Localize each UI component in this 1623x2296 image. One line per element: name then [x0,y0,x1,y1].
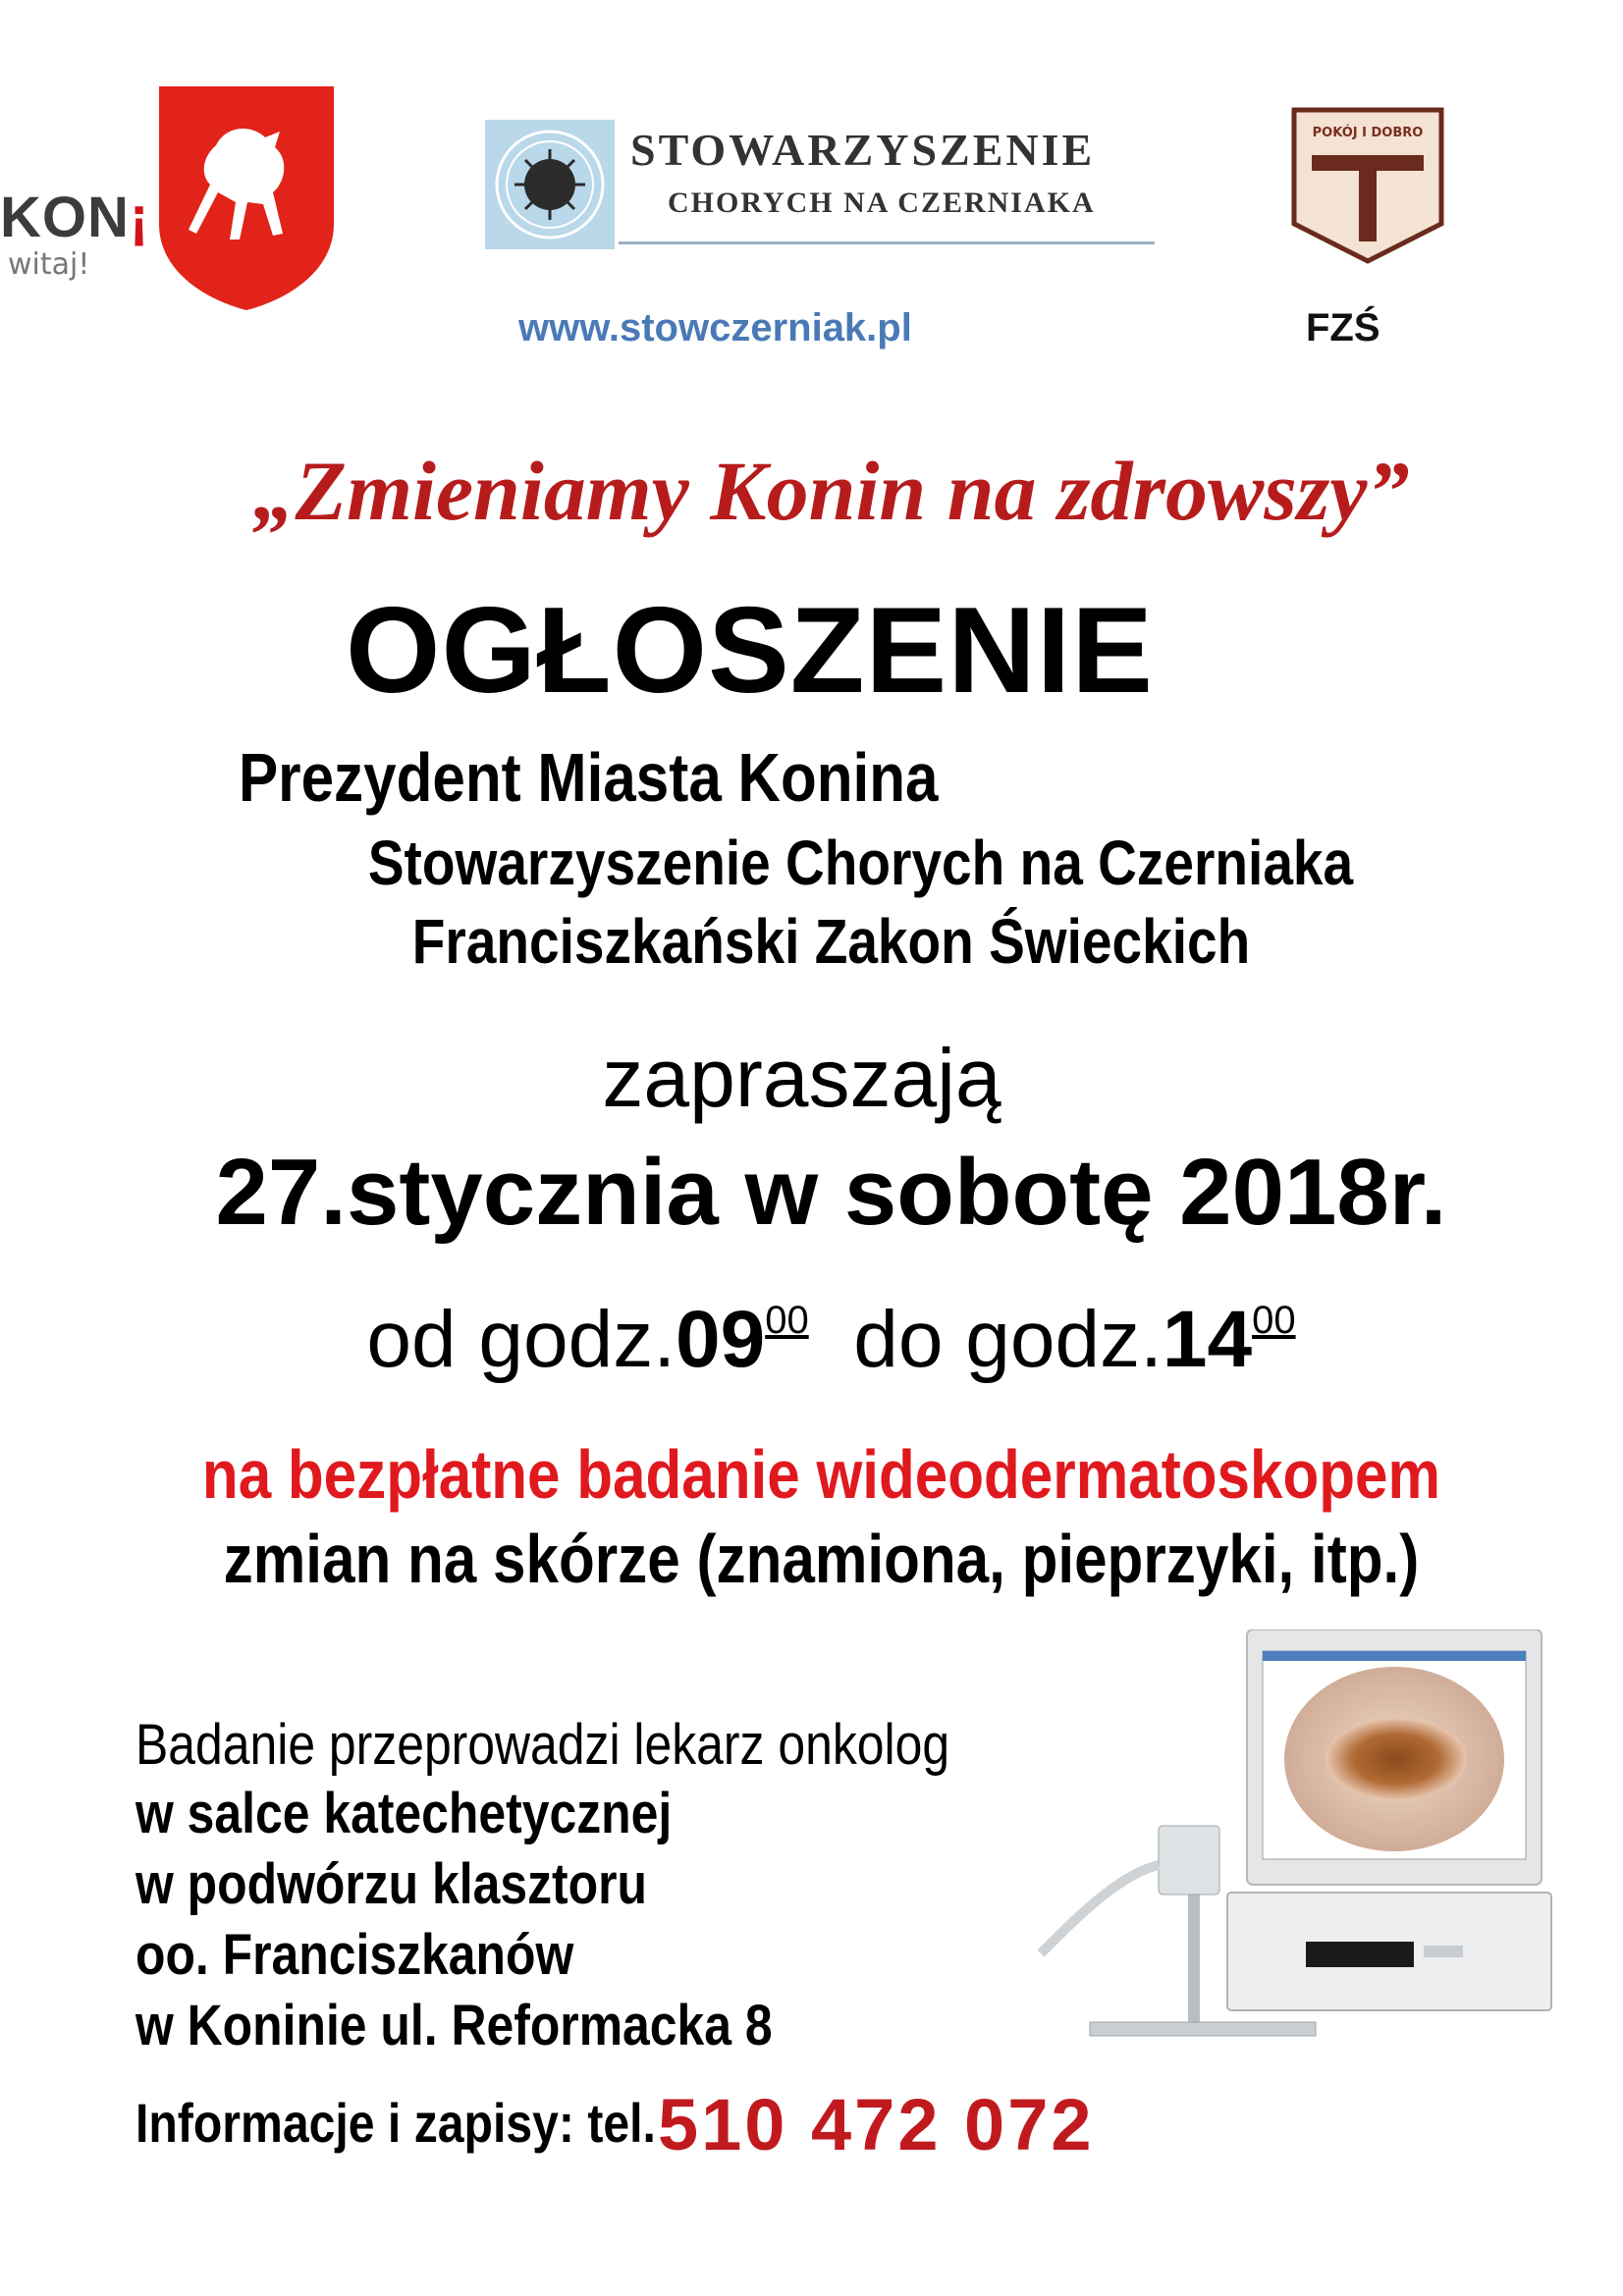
franciscan-motto: POKÓJ I DOBRO [1312,126,1424,140]
location-line: w Koninie ul. Reformacka 8 [135,1994,773,2057]
fzs-label: FZŚ [1306,306,1380,349]
location-line: oo. Franciszkanów [135,1923,574,1987]
time-to-minutes: 00 [1252,1299,1296,1342]
info-label: Informacje i zapisy: tel. [135,2092,656,2154]
event-date: 27.stycznia w sobotę 2018r. [215,1140,1447,1245]
slogan: „Zmieniamy Konin na zdrowszy” [252,444,1410,538]
website-link[interactable]: www.stowczerniak.pl [518,306,912,349]
stowarzyszenie-subtitle: CHORYCH NA CZERNIAKA [668,187,1096,219]
stowarzyszenie-logo [485,120,1161,253]
videodermatoscope-image [1011,1629,1561,2071]
konin-logo-subtext: witaj! [8,247,90,282]
organizer-president: Prezydent Miasta Konina [238,739,939,816]
skin-changes-description: zmian na skórze (znamiona, pieprzyki, itp.) [223,1521,1420,1597]
organizer-franciscan: Franciszkański Zakon Świeckich [411,906,1251,977]
time-from-prefix: od godz. [366,1295,676,1384]
location-line: Badanie przeprowadzi lekarz onkolog [135,1713,950,1777]
time-from-hour: 09 [675,1295,766,1384]
location-line: w salce katechetycznej [135,1782,673,1845]
exam-description: na bezpłatne badanie wideodermatoskopem [201,1436,1441,1513]
konin-logo-text: KON¡ [0,186,150,249]
franciscan-logo [1290,106,1445,265]
invite-text: zapraszają [602,1032,1001,1124]
announcement-heading: OGŁOSZENIE [346,583,1154,719]
time-to-hour: 14 [1162,1295,1253,1384]
konin-horse-shield-icon [157,86,336,310]
stowarzyszenie-divider [619,241,1155,244]
time-from-minutes: 00 [765,1299,809,1342]
event-time [20,1294,1623,1386]
location-line: w podwórzu klasztoru [135,1852,647,1916]
konin-logo [0,86,336,310]
time-to-prefix: do godz. [853,1295,1163,1384]
melanoma-emblem-icon [485,120,615,249]
stowarzyszenie-title: STOWARZYSZENIE [630,125,1096,175]
organizer-association: Stowarzyszenie Chorych na Czerniaka [367,828,1354,898]
phone-number[interactable]: 510 472 072 [658,2084,1095,2165]
